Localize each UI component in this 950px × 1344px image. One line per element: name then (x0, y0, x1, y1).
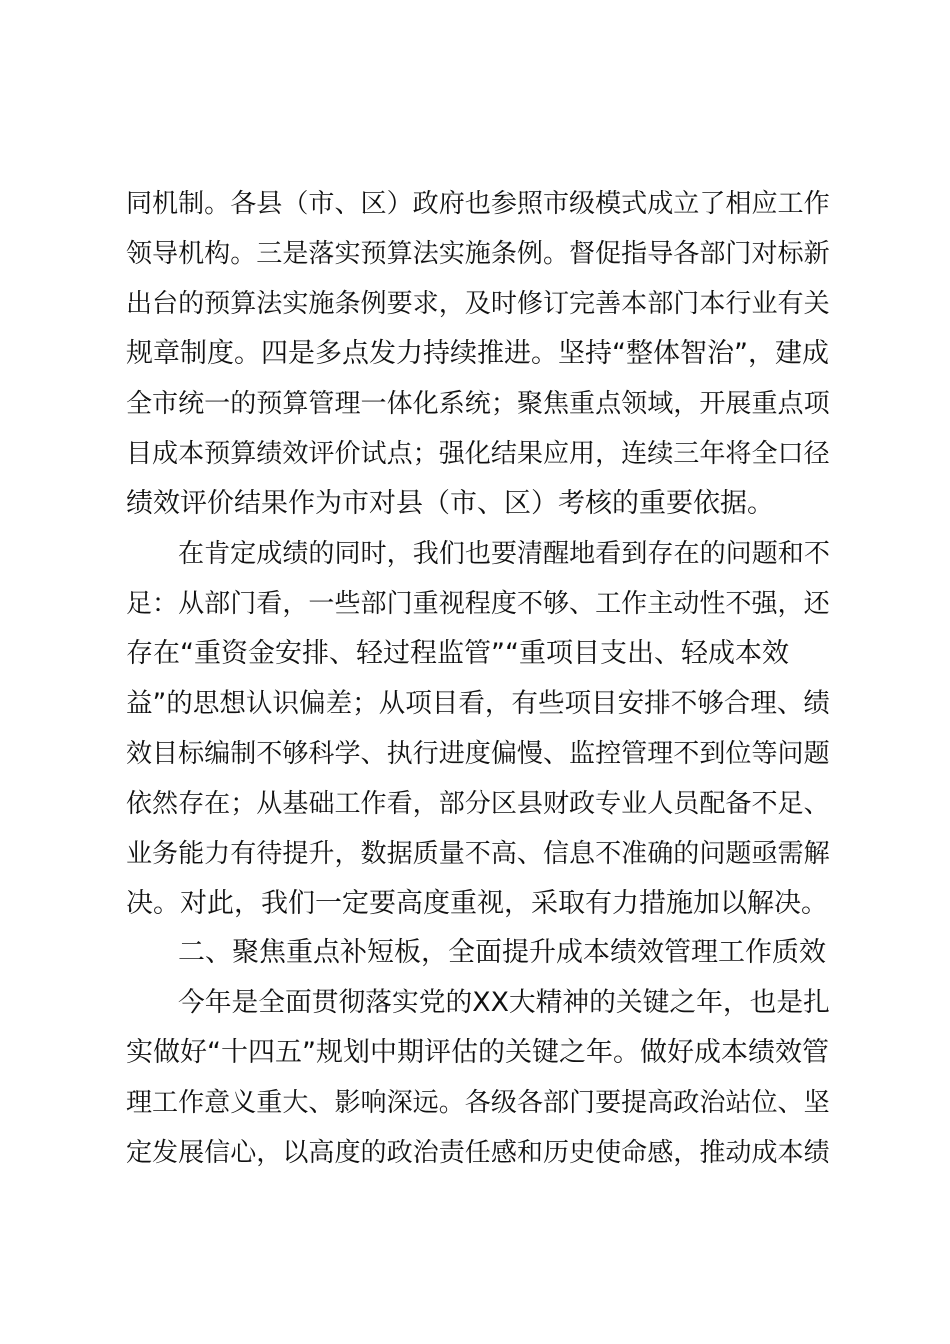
text-line: 业务能力有待提升，数据质量不高、信息不准确的问题亟需解 (126, 839, 830, 869)
text-line: 存在“重资金安排、轻过程监管”“重项目支出、轻成本效 (126, 638, 789, 669)
text-line: 同机制。各县（市、区）政府也参照市级模式成立了相应工作 (126, 189, 830, 219)
text-line: 理工作意义重大、影响深远。各级各部门要提高政治站位、坚 (126, 1088, 830, 1118)
text-line: 领导机构。三是落实预算法实施条例。督促指导各部门对标新 (126, 239, 830, 269)
text-line: 规章制度。四是多点发力持续推进。坚持“整体智治”，建成 (126, 338, 829, 369)
text-line: 定发展信心，以高度的政治责任感和历史使命感，推动成本绩 (126, 1138, 830, 1168)
text-line: 足：从部门看，一些部门重视程度不够、工作主动性不强，还 (126, 589, 830, 619)
text-line: 出台的预算法实施条例要求，及时修订完善本部门本行业有关 (126, 289, 830, 319)
paragraph-start-line: 在肯定成绩的同时，我们也要清醒地看到存在的问题和不 (178, 539, 830, 569)
paragraph-start-line: 今年是全面贯彻落实党的XX大精神的关键之年，也是扎 (178, 987, 830, 1018)
text-line: 益”的思想认识偏差；从项目看，有些项目安排不够合理、绩 (126, 688, 830, 719)
text-line: 效目标编制不够科学、执行进度偏慢、监控管理不到位等问题 (126, 739, 830, 769)
text-line: 实做好“十四五”规划中期评估的关键之年。做好成本绩效管 (126, 1037, 829, 1068)
section-heading: 二、聚焦重点补短板，全面提升成本绩效管理工作质效 (178, 937, 826, 968)
text-line: 全市统一的预算管理一体化系统；聚焦重点领域，开展重点项 (126, 389, 830, 419)
text-line: 目成本预算绩效评价试点；强化结果应用，连续三年将全口径 (126, 439, 830, 469)
text-line: 决。对此，我们一定要高度重视，采取有力措施加以解决。 (126, 888, 828, 919)
text-line: 绩效评价结果作为市对县（市、区）考核的重要依据。 (126, 488, 774, 519)
text-line: 依然存在；从基础工作看，部分区县财政专业人员配备不足、 (126, 789, 830, 819)
